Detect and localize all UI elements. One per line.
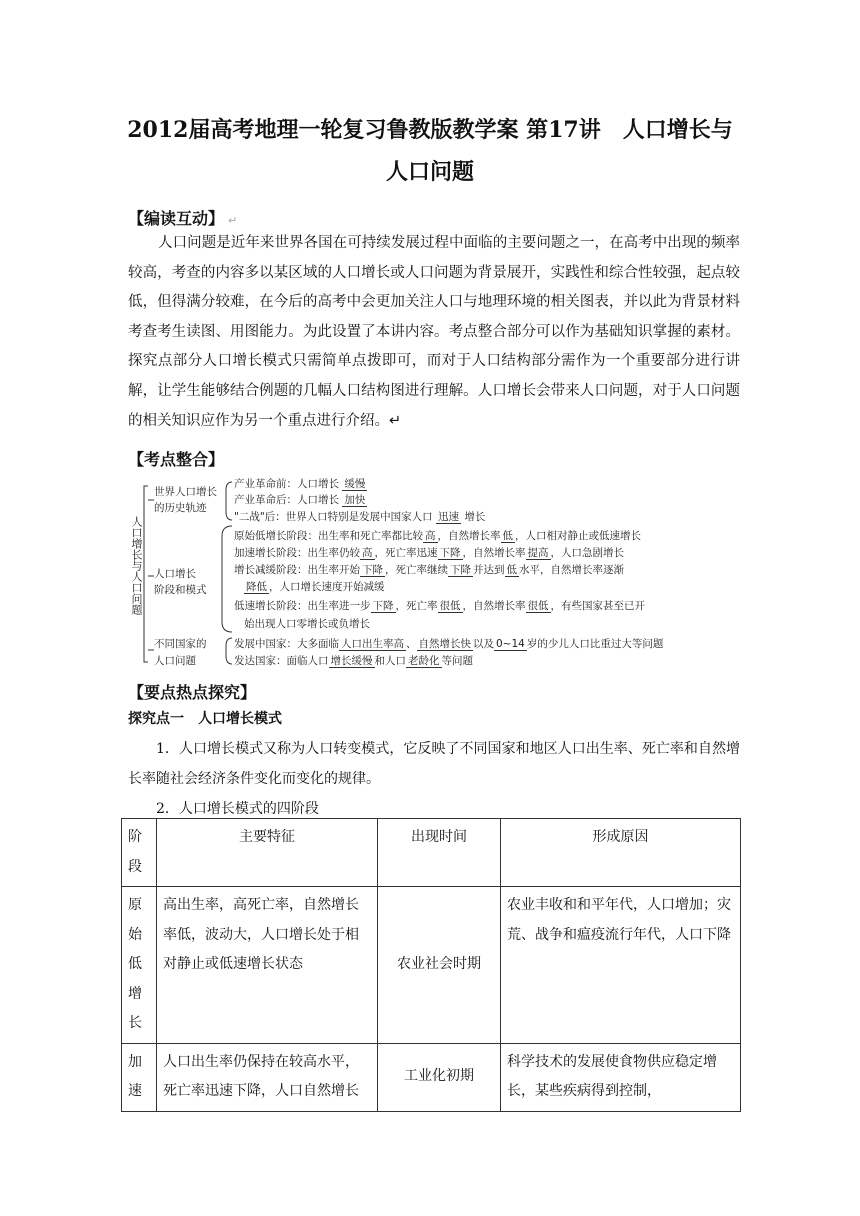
cell-time: 农业社会时期: [378, 887, 501, 1044]
branch-problems-2: 人口问题: [154, 655, 196, 667]
section-heading-points: 【考点整合】: [128, 450, 225, 469]
stage-line-3: 增长减缓阶段：出生率开始 下降 ，死亡率继续 下降 并达到 低 水平，自然增长率逐渐: [234, 564, 624, 576]
subheading-explore-1: 探究点一 人口增长模式: [128, 711, 282, 727]
stage-line-1: 原始低增长阶段：出生率和死亡率都比较 高 ，自然增长率 低 ，人口相对静止或低速增长: [234, 530, 641, 542]
table-row: [122, 1043, 741, 1111]
paragraph-mark-icon: ↵: [228, 214, 238, 227]
section-heading-explore: 【要点热点探究】: [128, 683, 257, 702]
paragraph-2: 2．人口增长模式的四阶段: [156, 801, 319, 817]
history-line-2: 产业革命后：人口增长 加快: [234, 494, 366, 506]
cell-feature: 人口出生率仍保持在较高水平，死亡率迅速下降，人口自然增长: [157, 1043, 378, 1111]
header-feature: 主要特征: [157, 819, 378, 887]
knowledge-mind-map: [126, 476, 726, 672]
intro-text: 人口问题是近年来世界各国在可持续发展过程中面临的主要问题之一，在高考中出现的频率较高，考查的内容多以某区域的人口增长或人口问题为背景展开，实践性和综合性较强，起点较低，但得满分较难，在今后的高考中会更加关注人口与地理环境的相关图表，并以此为背景材料考查考生读图、用图能力。为此设置了本讲内容。考点整合部分可以作为基础知识掌握的素材。探究点部分人口增长模式只需简单点拨即可，而对于人口结构部分需作为一个重要部分进行讲解，让学生能够结合例题的几幅人口结构图进行理解。人口增长会带来人口问题，对于人口问题的相关知识应作为另一个重点进行介绍。↵: [128, 235, 740, 429]
cell-stage: 加速: [122, 1043, 157, 1111]
page-title-line2: 人口问题: [385, 159, 474, 185]
header-time: 出现时间: [378, 819, 501, 887]
history-line-3: "二战"后：世界人口特别是发展中国家人口 迅速 增长: [234, 511, 486, 523]
stage-line-2: 加速增长阶段：出生率仍较 高 ，死亡率迅速 下降 ，自然增长率 提高 ，人口急剧增长: [234, 547, 624, 559]
branch-stages-1: 人口增长: [154, 568, 196, 580]
problem-line-1: 发展中国家：大多面临 人口出生率高 、 自然增长快 以及 0~14 岁的少儿人口比重过大等问题: [234, 638, 664, 650]
problem-line-2: 发达国家：面临人口 增长缓慢 和人口 老龄化 等问题: [234, 655, 473, 667]
header-stage: 阶段: [122, 819, 157, 887]
cell-reason: 科学技术的发展使食物供应稳定增长，某些疾病得到控制，: [501, 1043, 741, 1111]
paragraph-1: 1．人口增长模式又称为人口转变模式，它反映了不同国家和地区人口出生率、死亡率和自然增长率随社会经济条件变化而变化的规律。: [128, 741, 740, 787]
section-heading-intro: [128, 206, 237, 229]
header-reason: 形成原因: [501, 819, 741, 887]
stage-line-4: 降低 ，人口增长速度开始减缓: [246, 581, 385, 593]
mind-map-root: 人口增长与人口问题: [130, 516, 143, 615]
stage-line-6: 始出现人口零增长或负增长: [244, 618, 370, 630]
growth-stages-table: [121, 818, 741, 1112]
branch-stages-2: 阶段和模式: [154, 584, 207, 596]
branch-history-2: 的历史轨迹: [154, 502, 207, 514]
intro-paragraph: [128, 229, 740, 436]
history-line-1: 产业革命前：人口增长 缓慢: [234, 478, 366, 490]
table-row: [122, 887, 741, 1044]
page-title-line1: 2012届高考地理一轮复习鲁教版教学案 第17讲 人口增长与: [127, 117, 733, 143]
cell-time: 工业化初期: [378, 1043, 501, 1111]
cell-reason: 农业丰收和和平年代，人口增加；灾荒、战争和瘟疫流行年代，人口下降: [501, 887, 741, 1044]
section-heading-text: 【编读互动】: [128, 209, 225, 228]
stage-line-5: 低速增长阶段：出生率进一步 下降 ，死亡率 很低 ，自然增长率 很低 ，有些国家甚至已开: [234, 600, 645, 612]
cell-feature: 高出生率，高死亡率，自然增长率低，波动大，人口增长处于相对静止或低速增长状态: [157, 887, 378, 1044]
table-header-row: [122, 819, 741, 887]
branch-history-1: 世界人口增长: [154, 486, 217, 498]
cell-stage: 原始低增长: [122, 887, 157, 1044]
branch-problems-1: 不同国家的: [154, 638, 207, 650]
